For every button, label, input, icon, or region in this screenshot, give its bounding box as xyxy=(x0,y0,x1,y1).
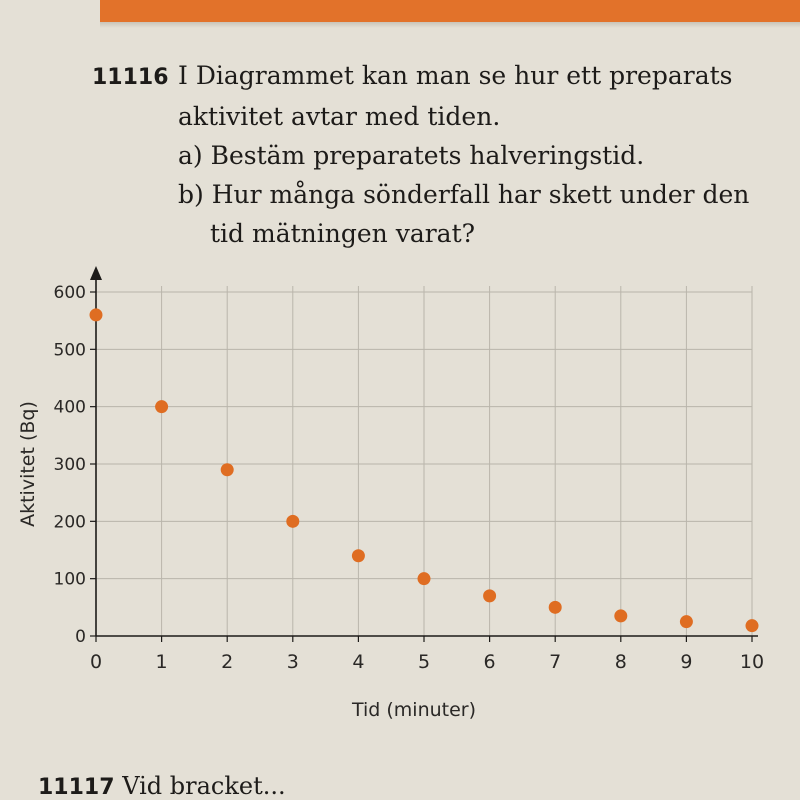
data-point xyxy=(483,589,496,602)
y-tick-label: 100 xyxy=(53,569,86,590)
next-problem-number: 11117 xyxy=(38,775,115,800)
x-tick-label: 3 xyxy=(286,651,299,673)
problem-part-b-line2: tid mätningen varat? xyxy=(210,219,476,248)
data-point xyxy=(90,308,103,321)
y-tick-label: 500 xyxy=(53,340,86,361)
data-point xyxy=(155,400,168,413)
y-axis-arrow xyxy=(90,266,102,280)
x-tick-label: 6 xyxy=(483,651,496,673)
x-tick-label: 8 xyxy=(614,651,627,673)
problem-intro-line1: 11116 I Diagrammet kan man se hur ett preparats xyxy=(92,56,772,97)
chart-ticks xyxy=(54,283,765,673)
x-tick-label: 0 xyxy=(89,651,103,673)
data-point xyxy=(746,619,759,632)
x-axis-label: Tid (minuter) xyxy=(351,699,477,721)
x-tick-label: 4 xyxy=(352,651,365,673)
data-point xyxy=(680,615,693,628)
next-problem-text: Vid bracket... xyxy=(122,772,286,800)
activity-chart xyxy=(0,250,800,730)
data-point xyxy=(418,572,431,585)
data-point xyxy=(549,601,562,614)
x-tick-label: 2 xyxy=(221,651,234,673)
y-tick-label: 400 xyxy=(53,397,86,418)
problem-number: 11116 xyxy=(92,65,169,90)
problem-intro-line2: aktivitet avtar med tiden. xyxy=(178,102,501,131)
data-point xyxy=(221,463,234,476)
x-tick-label: 1 xyxy=(155,651,168,673)
data-point xyxy=(286,515,299,528)
x-tick-label: 10 xyxy=(739,651,765,673)
problem-11116 xyxy=(92,56,772,253)
y-tick-label: 300 xyxy=(53,455,86,475)
data-point xyxy=(614,609,627,622)
y-tick-label: 200 xyxy=(53,512,86,533)
problem-part-a: a) Bestäm preparatets halveringstid. xyxy=(178,141,645,170)
x-tick-label: 5 xyxy=(417,651,431,673)
data-point xyxy=(352,549,365,562)
problem-part-b-line1: b) Hur många sönderfall har skett under den xyxy=(178,180,750,209)
y-tick-label: 600 xyxy=(53,283,86,303)
x-tick-label: 7 xyxy=(549,651,562,673)
header-band xyxy=(100,0,800,22)
next-problem xyxy=(38,772,286,800)
y-tick-label: 0 xyxy=(75,627,86,647)
y-axis-label: Aktivitet (Bq) xyxy=(17,401,39,527)
x-tick-label: 9 xyxy=(680,651,693,673)
